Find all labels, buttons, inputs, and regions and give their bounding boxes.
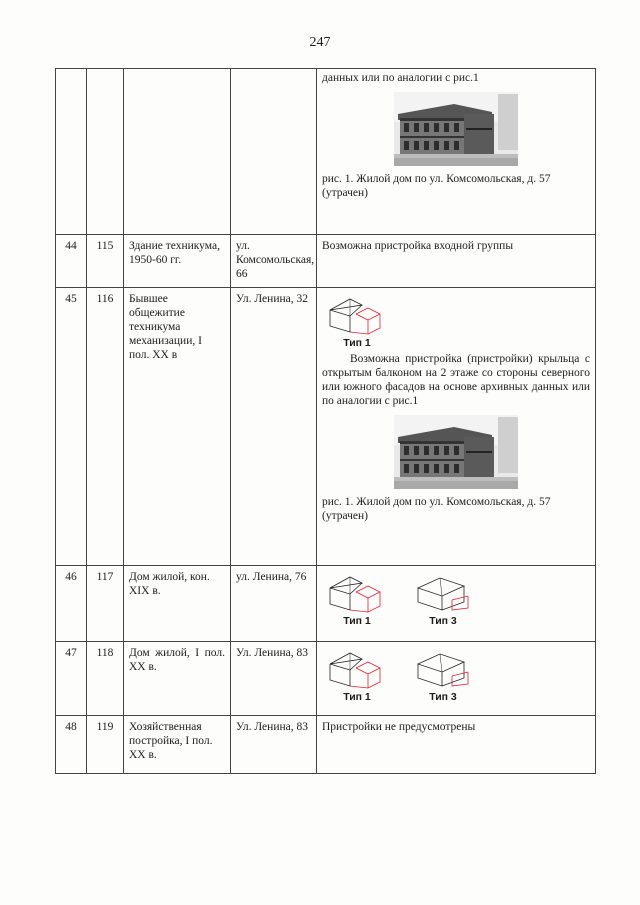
table-row (56, 716, 596, 774)
archive-photo (322, 92, 590, 166)
archive-photo (322, 415, 590, 489)
row-ref: 119 (87, 716, 124, 774)
row-ref: 116 (87, 288, 124, 566)
table-row (56, 235, 596, 288)
house-types (324, 572, 590, 628)
row-ref: 117 (87, 566, 124, 642)
row-number: 47 (56, 642, 87, 716)
row-ref: 118 (87, 642, 124, 716)
object-address: Ул. Ленина, 83 (231, 716, 317, 774)
object-name: Дом жилой, I пол. XX в. (124, 642, 231, 716)
requirements-cell (317, 288, 596, 566)
row-number (56, 69, 87, 235)
house-type-label: Тип 3 (429, 691, 457, 703)
requirements-cell (317, 642, 596, 716)
house-type-label: Тип 1 (343, 615, 371, 627)
house-type-3-icon (412, 648, 474, 690)
house-type-label: Тип 1 (343, 691, 371, 703)
house-type-label: Тип 1 (343, 337, 371, 349)
object-address: Ул. Ленина, 83 (231, 642, 317, 716)
house-type-1-icon (326, 294, 388, 336)
row-number: 45 (56, 288, 87, 566)
house-type-label: Тип 3 (429, 615, 457, 627)
object-address: ул. Комсомольская, 66 (231, 235, 317, 288)
object-name: Бывшее общежитие техникума механизации, I пол. XX в (124, 288, 231, 566)
requirements-cell (317, 716, 596, 774)
object-address (231, 69, 317, 235)
object-name: Хозяйственная постройка, I пол. XX в. (124, 716, 231, 774)
photo-caption: рис. 1. Жилой дом по ул. Комсомольская, д. 57 (утрачен) (322, 173, 551, 199)
house-types (324, 648, 590, 704)
requirements-text: данных или по аналогии с рис.1 (322, 72, 479, 84)
house-types (324, 294, 590, 350)
table-row (56, 288, 596, 566)
house-type-3 (410, 572, 476, 628)
house-type-3 (410, 648, 476, 704)
requirements-text: Пристройки не предусмотрены (322, 721, 476, 733)
object-name: Здание техникума, 1950-60 гг. (124, 235, 231, 288)
object-address: ул. Ленина, 76 (231, 566, 317, 642)
house-photo-icon (394, 92, 518, 166)
page-number: 247 (309, 35, 331, 50)
house-type-1 (324, 648, 390, 704)
house-photo-icon (394, 415, 518, 489)
row-ref: 115 (87, 235, 124, 288)
house-type-1-icon (326, 648, 388, 690)
objects-table (55, 68, 596, 774)
house-type-1 (324, 572, 390, 628)
requirements-text: Возможна пристройка (пристройки) крыльца с открытым балконом на 2 этаже со стороны северного или южного фасадов на основе архивных данных или по аналогии с рис.1 (322, 353, 590, 407)
object-name: Дом жилой, кон. XIX в. (124, 566, 231, 642)
row-number: 48 (56, 716, 87, 774)
table-row (56, 566, 596, 642)
table-row (56, 69, 596, 235)
row-number: 44 (56, 235, 87, 288)
house-type-1-icon (326, 572, 388, 614)
requirements-cell (317, 69, 596, 235)
requirements-cell (317, 235, 596, 288)
row-number: 46 (56, 566, 87, 642)
house-type-1 (324, 294, 390, 350)
object-name (124, 69, 231, 235)
requirements-cell (317, 566, 596, 642)
photo-caption: рис. 1. Жилой дом по ул. Комсомольская, д. 57 (утрачен) (322, 496, 551, 522)
requirements-text: Возможна пристройка входной группы (322, 240, 514, 252)
table-row (56, 642, 596, 716)
row-ref (87, 69, 124, 235)
object-address: Ул. Ленина, 32 (231, 288, 317, 566)
house-type-3-icon (412, 572, 474, 614)
